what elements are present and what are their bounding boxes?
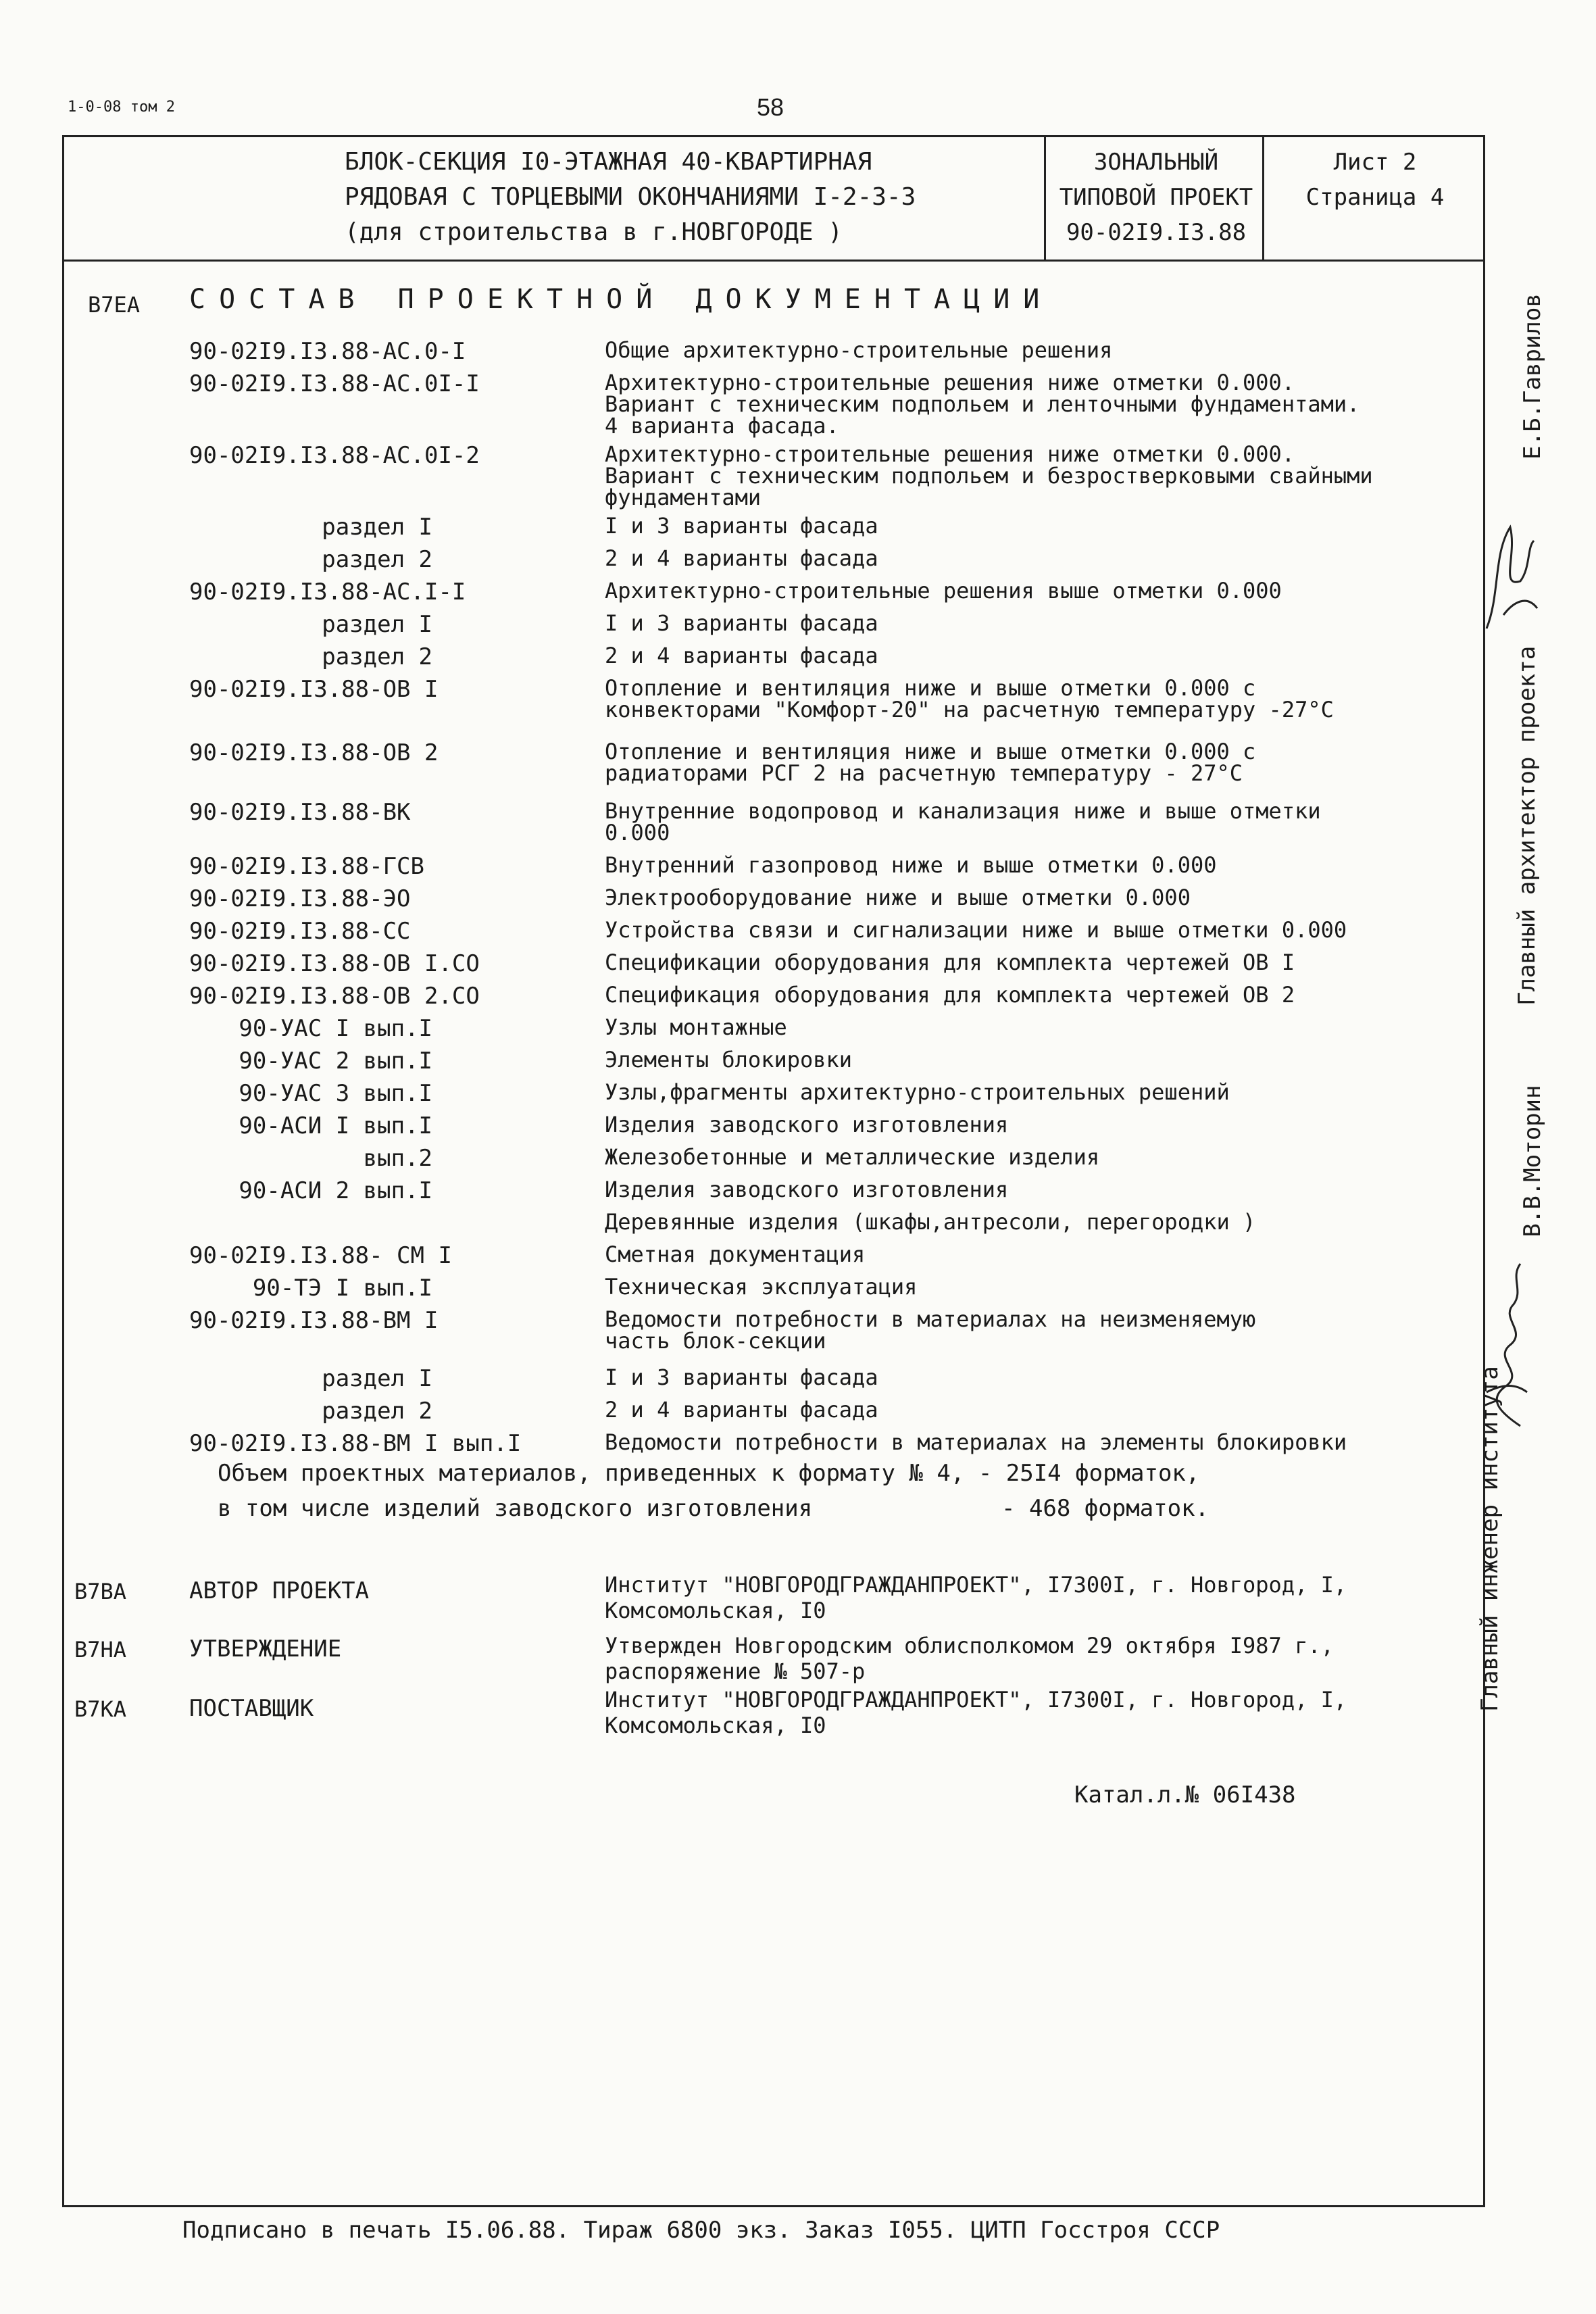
doc-code: раздел I <box>322 611 432 638</box>
doc-code: 90-УАС I вып.I <box>239 1015 432 1042</box>
doc-description: Деревянные изделия (шкафы,антресоли, перегородки ) <box>605 1209 1256 1235</box>
doc-code: 90-АСИ I вып.I <box>239 1112 432 1139</box>
sheet-info: Лист 2 Страница 4 <box>1305 149 1445 211</box>
doc-code: 90-УАС 3 вып.I <box>239 1080 432 1107</box>
doc-description: 2 и 4 варианты фасада <box>605 545 878 571</box>
doc-description: Внутренний газопровод ниже и выше отметки 0.000 <box>605 852 1217 878</box>
doc-code: раздел I <box>322 514 432 541</box>
doc-code: 90-02I9.I3.88-ОВ 2 <box>189 739 439 766</box>
catalog-number: Катал.л.№ 06I438 <box>1074 1781 1296 1808</box>
doc-description: Ведомости потребности в материалах на элементы блокировки <box>605 1429 1347 1455</box>
doc-description: Устройства связи и сигнализации ниже и выше отметки 0.000 <box>605 917 1347 943</box>
doc-description: Элементы блокировки <box>605 1047 853 1073</box>
doc-code: 90-02I9.I3.88-ОВ 2.СО <box>189 983 480 1010</box>
section-code: В7ЕА <box>88 292 141 318</box>
doc-description: I и 3 варианты фасада <box>605 610 878 636</box>
doc-code: вып.2 <box>363 1145 432 1172</box>
info-value-approval: Утвержден Новгородским облисполкомом 29 октября I987 г., распоряжение № 507-р <box>605 1633 1334 1684</box>
info-code-approval: В7НА <box>74 1637 127 1663</box>
header-divider <box>62 260 1485 262</box>
doc-description: Спецификация оборудования для комплекта чертежей ОВ 2 <box>605 982 1295 1008</box>
doc-code: 90-02I9.I3.88-ВК <box>189 799 411 826</box>
volume-line-2-count: - 468 форматок. <box>1001 1495 1210 1522</box>
doc-code: 90-02I9.I3.88-ВМ I <box>189 1307 439 1334</box>
doc-code: 90-02I9.I3.88-АС.0I-2 <box>189 442 480 469</box>
doc-description: 2 и 4 варианты фасада <box>605 1397 878 1423</box>
doc-description: 2 и 4 варианты фасада <box>605 643 878 668</box>
info-value-supplier: Институт "НОВГОРОДГРАЖДАНПРОЕКТ", I7300I, г. Новгород, I, Комсомольская, I0 <box>605 1687 1347 1738</box>
doc-code: 90-02I9.I3.88-ОВ I <box>189 676 439 703</box>
doc-description: Изделия заводского изготовления <box>605 1112 1009 1137</box>
signatory-name-2: В.В.Моторин <box>1519 1085 1546 1237</box>
doc-code: 90-УАС 2 вып.I <box>239 1048 432 1075</box>
print-footer: Подписано в печать I5.06.88. Тираж 6800 экз. Заказ I055. ЦИТП Госстроя СССР <box>182 2217 1220 2244</box>
doc-code: 90-02I9.I3.88-ВМ I вып.I <box>189 1430 522 1457</box>
doc-description: I и 3 варианты фасада <box>605 1364 878 1390</box>
info-value-author: Институт "НОВГОРОДГРАЖДАНПРОЕКТ", I7300I, г. Новгород, I, Комсомольская, I0 <box>605 1572 1347 1623</box>
info-label-author: АВТОР ПРОЕКТА <box>189 1577 370 1604</box>
doc-code: 90-02I9.I3.88-АС.0-I <box>189 338 466 365</box>
doc-code: 90-02I9.I3.88-АС.0I-I <box>189 370 480 397</box>
info-code-author: В7ВА <box>74 1579 127 1604</box>
doc-description: Архитектурно-строительные решения выше отметки 0.000 <box>605 578 1282 604</box>
volume-line-1: Объем проектных материалов, приведенных к формату № 4, - 25I4 форматок, <box>218 1460 1200 1487</box>
doc-description: Техническая эксплуатация <box>605 1274 918 1300</box>
doc-description: Железобетонные и металлические изделия <box>605 1144 1100 1170</box>
doc-description: Архитектурно-строительные решения ниже отметки 0.000. Вариант с техническим подпольем и безростверковыми свайными фундаментами <box>605 441 1373 510</box>
doc-description: Изделия заводского изготовления <box>605 1177 1009 1202</box>
signatory-name-1: Е.Б.Гаврилов <box>1519 293 1546 460</box>
doc-description: Отопление и вентиляция ниже и выше отметки 0.000 с конвекторами "Комфорт-20" на расчетную температуру -27°С <box>605 675 1334 722</box>
doc-description: Спецификации оборудования для комплекта чертежей ОВ I <box>605 950 1295 975</box>
doc-code: 90-АСИ 2 вып.I <box>239 1177 432 1204</box>
info-label-supplier: ПОСТАВЩИК <box>189 1695 314 1722</box>
doc-description: Общие архитектурно-строительные решения <box>605 337 1113 363</box>
doc-description: Электрооборудование ниже и выше отметки 0.000 <box>605 885 1191 910</box>
header-divider-v2 <box>1262 135 1264 261</box>
doc-code: 90-02I9.I3.88-ОВ I.СО <box>189 950 480 977</box>
signatory-role-1: Главный архитектор проекта <box>1514 645 1541 1006</box>
info-label-approval: УТВЕРЖДЕНИЕ <box>189 1635 342 1663</box>
doc-code: раздел 2 <box>322 1398 432 1425</box>
doc-code: раздел 2 <box>322 643 432 670</box>
header-divider-v1 <box>1044 135 1046 261</box>
signature-1-icon <box>1480 514 1541 635</box>
doc-code: раздел I <box>322 1365 432 1392</box>
doc-code: 90-02I9.I3.88-АС.I-I <box>189 578 466 606</box>
info-code-supplier: В7КА <box>74 1696 127 1722</box>
header-title: БЛОК-СЕКЦИЯ I0-ЭТАЖНАЯ 40-КВАРТИРНАЯ РЯДОВАЯ С ТОРЦЕВЫМИ ОКОНЧАНИЯМИ I-2-3-3 (для строительства в г.НОВГОРОДЕ ) <box>345 148 916 246</box>
doc-description: Отопление и вентиляция ниже и выше отметки 0.000 с радиаторами РСГ 2 на расчетную температуру - 27°С <box>605 739 1256 786</box>
section-title: СОСТАВ ПРОЕКТНОЙ ДОКУМЕНТАЦИИ <box>189 284 1053 315</box>
page-number: 58 <box>757 93 784 121</box>
doc-description: Узлы монтажные <box>605 1014 787 1040</box>
corner-label: 1-0-08 том 2 <box>68 99 175 116</box>
doc-description: Сметная документация <box>605 1241 866 1267</box>
doc-code: 90-02I9.I3.88-СС <box>189 918 411 945</box>
doc-description: Внутренние водопровод и канализация ниже и выше отметки 0.000 <box>605 798 1321 845</box>
doc-code: 90-02I9.I3.88-ГСВ <box>189 853 424 880</box>
doc-description: Архитектурно-строительные решения ниже отметки 0.000. Вариант с техническим подпольем и ленточными фундаментами. 4 варианта фасада. <box>605 370 1360 439</box>
volume-line-2: в том числе изделий заводского изготовления <box>218 1495 813 1522</box>
doc-code: 90-02I9.I3.88-ЭО <box>189 885 411 912</box>
doc-code: 90-02I9.I3.88- СМ I <box>189 1242 452 1269</box>
signatory-role-2: Главный инженер института <box>1476 1366 1503 1712</box>
project-code: ЗОНАЛЬНЫЙ ТИПОВОЙ ПРОЕКТ 90-02I9.I3.88 <box>1059 149 1253 246</box>
doc-code: 90-ТЭ I вып.I <box>252 1275 432 1302</box>
doc-description: I и 3 варианты фасада <box>605 513 878 539</box>
doc-description: Узлы,фрагменты архитектурно-строительных решений <box>605 1079 1230 1105</box>
doc-code: раздел 2 <box>322 546 432 573</box>
doc-description: Ведомости потребности в материалах на неизменяемую часть блок-секции <box>605 1306 1256 1354</box>
